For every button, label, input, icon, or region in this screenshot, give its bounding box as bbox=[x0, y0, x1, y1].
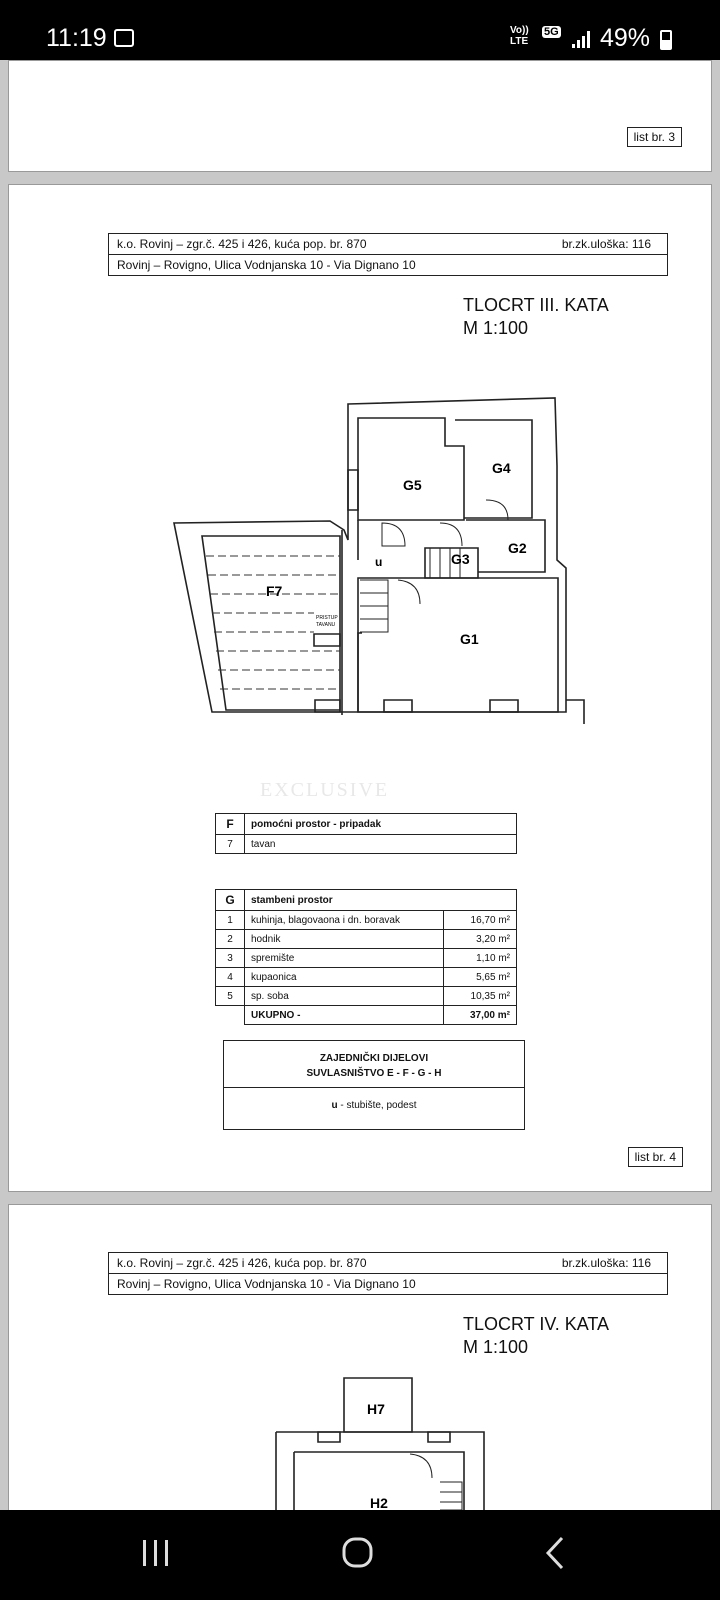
watermark: EXCLUSIVE bbox=[260, 779, 390, 801]
recents-icon[interactable] bbox=[126, 1528, 186, 1578]
header-land-registry: br.zk.uloška: 116 bbox=[561, 1256, 651, 1270]
room-label-g5: G5 bbox=[403, 477, 422, 493]
plan-scale: M 1:100 bbox=[463, 1337, 529, 1357]
table-auxiliary-space bbox=[215, 813, 517, 854]
plan-title-text: TLOCRT III. KATA bbox=[463, 295, 609, 315]
page-number-label: list br. 4 bbox=[628, 1147, 683, 1167]
table-g-heading: stambeni prostor bbox=[245, 890, 517, 911]
volte-indicator: Vo)) LTE bbox=[510, 25, 529, 47]
navigation-bar bbox=[0, 1510, 720, 1600]
common-u-text: - stubište, podest bbox=[337, 1100, 417, 1111]
room-label-g1: G1 bbox=[460, 631, 479, 647]
status-time: 11:19 bbox=[46, 24, 107, 52]
network-5g-badge: 5G bbox=[544, 26, 559, 38]
header-address: Rovinj – Rovigno, Ulica Vodnjanska 10 - Via Dignano 10 bbox=[117, 1277, 416, 1291]
common-u-code: u bbox=[331, 1100, 338, 1111]
header-land-registry: br.zk.uloška: 116 bbox=[561, 237, 651, 251]
plan-title-text: TLOCRT IV. KATA bbox=[463, 1314, 610, 1334]
header-parcel: k.o. Rovinj – zgr.č. 425 i 426, kuća pop. br. 870 bbox=[117, 237, 367, 251]
table-f-row-name: tavan bbox=[245, 835, 517, 854]
common-title-1: ZAJEDNIČKI DIJELOVI bbox=[319, 1053, 429, 1064]
table-f-heading: pomoćni prostor - pripadak bbox=[245, 814, 517, 835]
header-address: Rovinj – Rovigno, Ulica Vodnjanska 10 - Via Dignano 10 bbox=[117, 258, 416, 272]
header-parcel: k.o. Rovinj – zgr.č. 425 i 426, kuća pop. br. 870 bbox=[117, 1256, 367, 1270]
table-living-space bbox=[215, 889, 517, 1025]
table-f-code: F bbox=[216, 814, 245, 835]
floor-plan-4 bbox=[0, 1370, 720, 1510]
common-parts-box bbox=[223, 1040, 525, 1130]
table-row: 2 hodnik 3,20 m² bbox=[216, 930, 517, 949]
plan-title bbox=[463, 1313, 609, 1359]
total-area: 37,00 m² bbox=[444, 1006, 517, 1025]
home-icon[interactable] bbox=[327, 1528, 387, 1578]
room-label-f7: F7 bbox=[266, 583, 283, 599]
total-label: UKUPNO - bbox=[245, 1006, 444, 1025]
page-number-label: list br. 3 bbox=[627, 127, 682, 147]
table-row: 4 kupaonica 5,65 m² bbox=[216, 968, 517, 987]
room-label-h2: H2 bbox=[370, 1495, 388, 1510]
table-row: 5 sp. soba 10,35 m² bbox=[216, 987, 517, 1006]
room-label-g4: G4 bbox=[492, 460, 511, 476]
common-title-2: SUVLASNIŠTVO E - F - G - H bbox=[306, 1068, 442, 1079]
table-row: 3 spremište 1,10 m² bbox=[216, 949, 517, 968]
room-label-u: u bbox=[375, 555, 383, 569]
pristup-label-2: TAVANU bbox=[316, 622, 336, 628]
back-icon[interactable] bbox=[528, 1528, 588, 1578]
cadastral-header bbox=[108, 1252, 668, 1295]
room-label-g3: G3 bbox=[451, 551, 470, 567]
battery-percent: 49% bbox=[600, 24, 651, 52]
table-row: 1 kuhinja, blagovaona i dn. boravak 16,70 m² bbox=[216, 911, 517, 930]
room-label-g2: G2 bbox=[508, 540, 527, 556]
pristup-label-1: PRISTUP bbox=[316, 615, 338, 621]
plan-scale: M 1:100 bbox=[463, 318, 529, 338]
table-g-code: G bbox=[216, 890, 245, 911]
table-total-row bbox=[216, 1006, 517, 1025]
room-label-h7: H7 bbox=[367, 1401, 385, 1417]
table-f-row-no: 7 bbox=[216, 835, 245, 854]
